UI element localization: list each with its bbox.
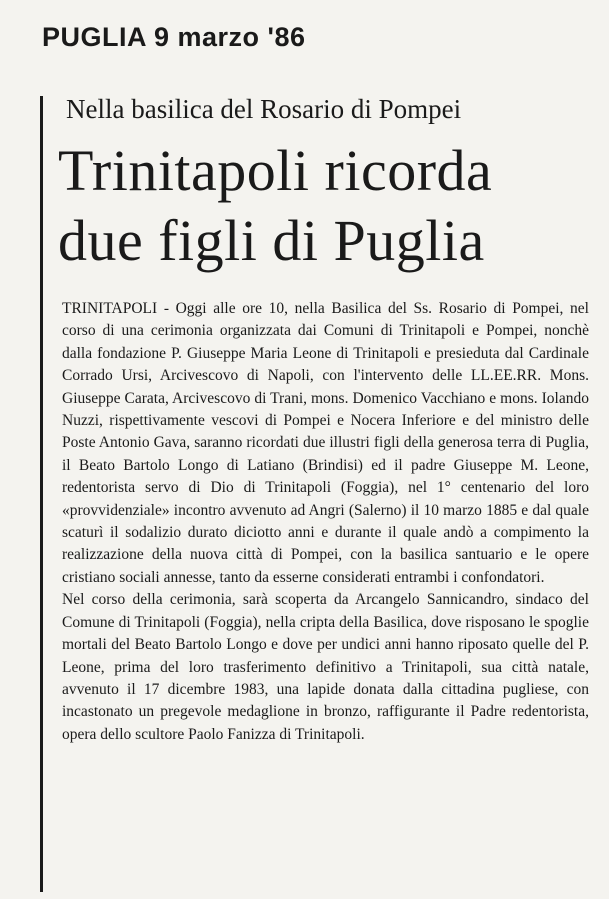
headline-line-2: due figli di Puglia xyxy=(58,208,485,273)
column-rule xyxy=(40,96,43,892)
dateline: PUGLIA 9 marzo '86 xyxy=(42,22,306,52)
paragraph-1: TRINITAPOLI - Oggi alle ore 10, nella Basilica del Ss. Rosario di Pompei, nel corso di una cerimonia organizzata dai Comuni di Trinitapoli e Pompei, nonchè dalla fondazione P. Giuseppe Maria Leone di Trinitapoli e presieduta dal Cardinale Corrado Ursi, Arcivescovo di Napoli, con l'intervento delle LL.EE.RR. Mons. Giuseppe Carata, Arcivescovo di Trani, mons. Domenico Vacchiano e mons. Iolando Nuzzi, rispettivamente vescovi di Pompei e Nocera Inferiore e del ministro delle Poste Antonio Gava, saranno ricordati due illustri figli della generosa terra di Puglia, il Beato Bartolo Longo di Latiano (Brindisi) ed il padre Giuseppe M. Leone, redentorista servo di Dio di Trinitapoli (Foggia), nel 1° centenario del loro «provvidenziale» incontro avvenuto ad Angri (Salerno) il 10 marzo 1885 e dal quale scaturì il sodalizio durato diciotto anni e durante il quale andò a compimento la realizzazione della nuova città di Pompei, con la basilica santuario e le opere cristiano sociali annesse, tanto da esserne considerati entrambi i confondatori. xyxy=(62,300,589,586)
paragraph-2: Nel corso della cerimonia, sarà scoperta da Arcangelo Sannicandro, sindaco del Comune di Trinitapoli (Foggia), nella cripta della Basilica, dove risposano le spoglie mortali del Beato Bartolo Longo e dove per undici anni hanno riposato quelle del P. Leone, prima del loro trasferimento definitivo a Trinitapoli, sua città natale, avvenuto il 17 dicembre 1983, una lapide donata dalla cittadina pugliese, con incastonato un pregevole medaglione in bronzo, raffigurante il Padre redentorista, opera dello scultore Paolo Fanizza di Trinitapoli. xyxy=(62,591,589,743)
headline xyxy=(58,136,492,276)
article-body xyxy=(62,298,589,746)
kicker-subheading: Nella basilica del Rosario di Pompei xyxy=(66,94,462,124)
headline-line-1: Trinitapoli ricorda xyxy=(58,138,493,203)
